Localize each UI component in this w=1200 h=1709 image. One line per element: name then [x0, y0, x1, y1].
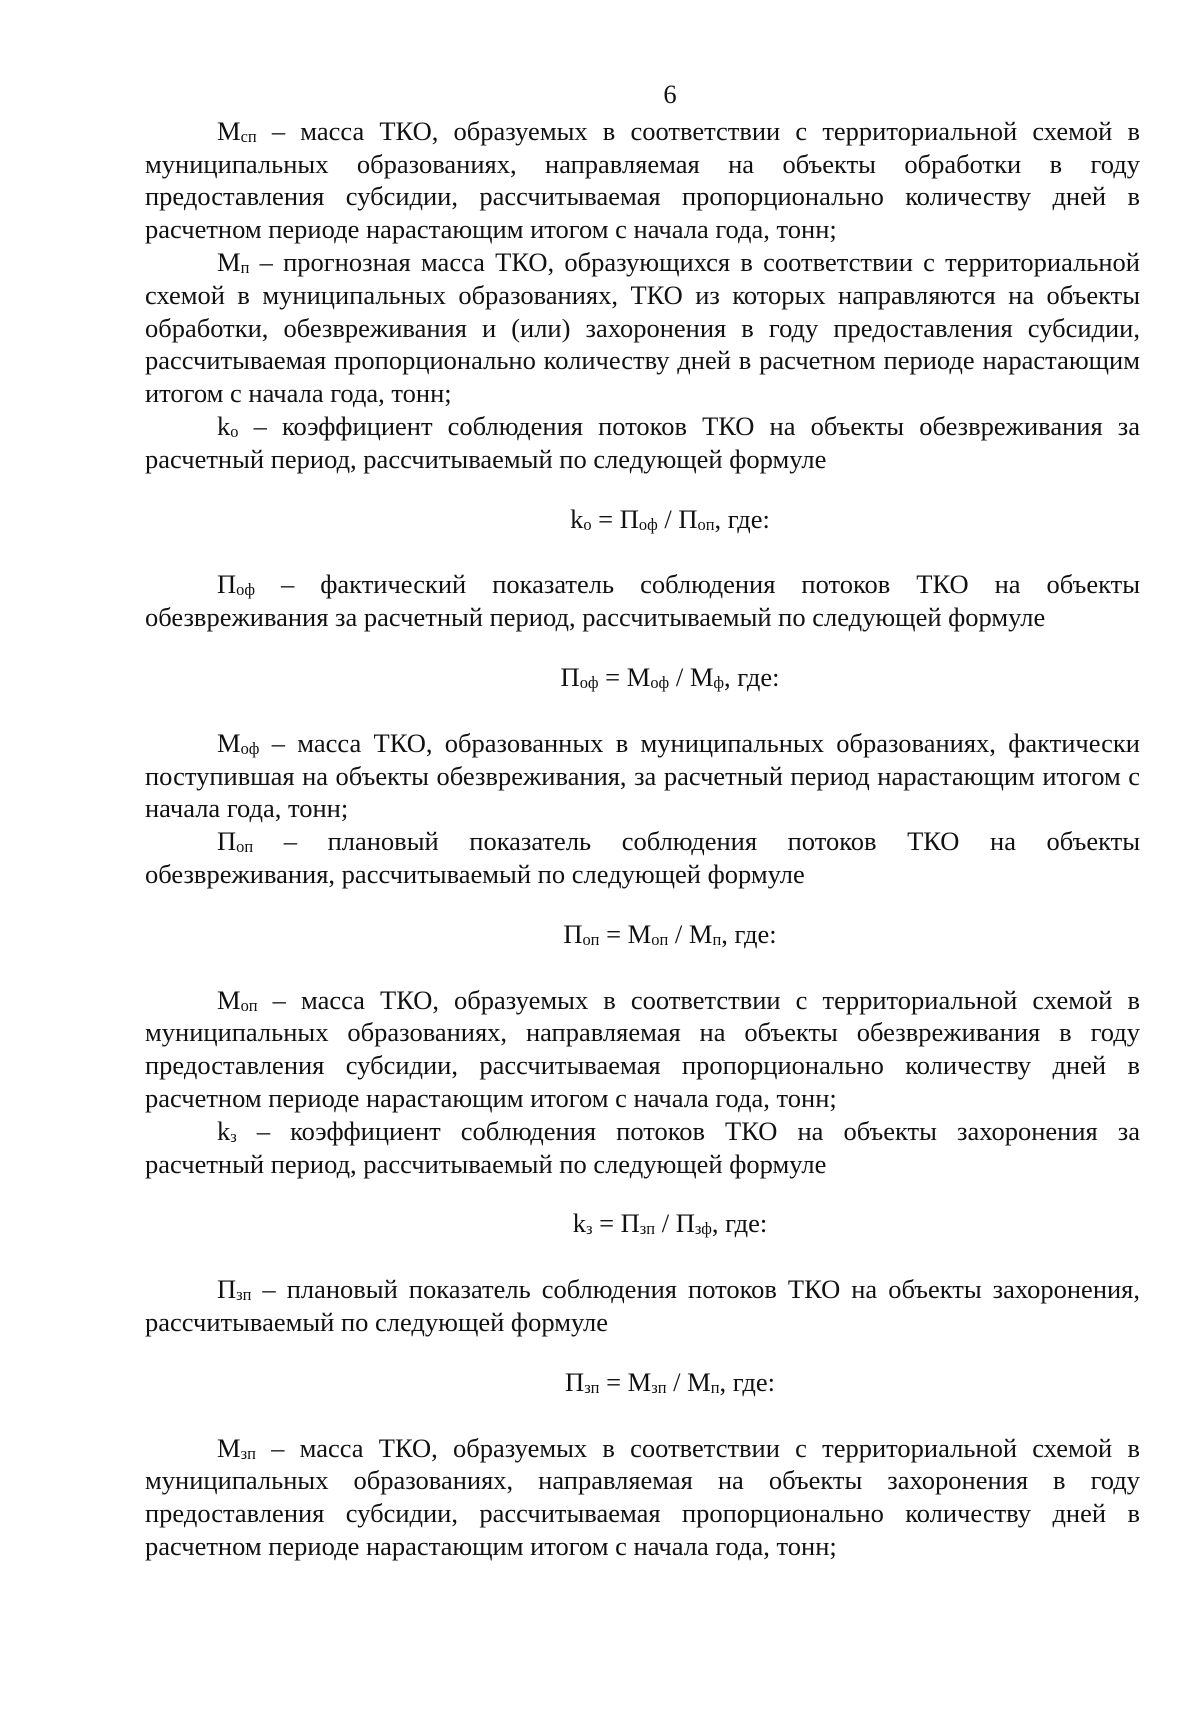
definition-p-of: $П_{оф}$ – фактический показатель соблюдения потоков ТКО на объекты обезвреживания за расчетный период, рассчитываемый по следующей формуле [145, 569, 1140, 633]
formula-p-op: $П_{оп} = М_{оп} / М_п$, где: [563, 918, 777, 949]
formula-k-o: $k_о = П_{оф} / П_{оп}$, где: [570, 503, 770, 534]
definition-k-z: $k_з$ – коэффициент соблюдения потоков ТКО на объекты захоронения за расчетный период, рассчитываемый по следующей формуле [145, 1115, 1140, 1179]
formula-k-z: $k_з = П_{зп} / П_{зф}$, где: [572, 1208, 768, 1239]
definition-m-op: $М_{оп}$ – масса ТКО, образуемых в соответствии с территориальной схемой в муниципальных образованиях, направляемая на объекты обезвреживания в году предоставления субсидии, рассчитываемая пропорционально количеству дней в расчетном периоде нарастающим итогом с начала года, тонн; [145, 984, 1140, 1113]
formula-p-zp: $П_{зп} = М_{зп} / М_п$, где: [565, 1366, 775, 1397]
definition-m-sp: $М_{сп}$ – масса ТКО, образуемых в соответствии с территориальной схемой в муниципальных образованиях, направляемая на объекты обработки в году предоставления субсидии, рассчитываемая пропорционально количеству дней в расчетном периоде нарастающим итогом с начала года, тонн; [145, 115, 1140, 245]
definition-m-zp: $М_{зп}$ – масса ТКО, образуемых в соответствии с территориальной схемой в муниципальных образованиях, направляемая на объекты захоронения в году предоставления субсидии, рассчитываемая пропорционально количеству дней в расчетном периоде нарастающим итогом с начала года, тонн; [145, 1432, 1140, 1561]
document-page [145, 78, 1140, 1563]
definition-p-zp: $П_{зп}$ – плановый показатель соблюдения потоков ТКО на объекты захоронения, рассчитываемый по следующей формуле [145, 1274, 1140, 1337]
definition-m-p: $М_п$ – прогнозная масса ТКО, образующихся в соответствии с территориальной схемой в муниципальных образованиях, ТКО из которых направляются на объекты обработки, обезвреживания и (или) захоронения в году предоставления субсидии, рассчитываемая пропорционально количеству дней в расчетном периоде нарастающим итогом с начала года, тонн; [145, 246, 1140, 409]
formula-p-of: $П_{оф} = М_{оф} / М_ф$, где: [560, 661, 780, 692]
page-number: 6 [663, 79, 677, 109]
definition-p-op: $П_{оп}$ – плановый показатель соблюдения потоков ТКО на объекты обезвреживания, рассчитываемый по следующей формуле [145, 826, 1140, 889]
definition-k-o: $k_о$ – коэффициент соблюдения потоков ТКО на объекты обезвреживания за расчетный период, рассчитываемый по следующей формуле [145, 410, 1140, 474]
definition-m-of: $М_{оф}$ – масса ТКО, образованных в муниципальных образованиях, фактически поступившая на объекты обезвреживания, за расчетный период нарастающим итогом с начала года, тонн; [145, 727, 1140, 824]
